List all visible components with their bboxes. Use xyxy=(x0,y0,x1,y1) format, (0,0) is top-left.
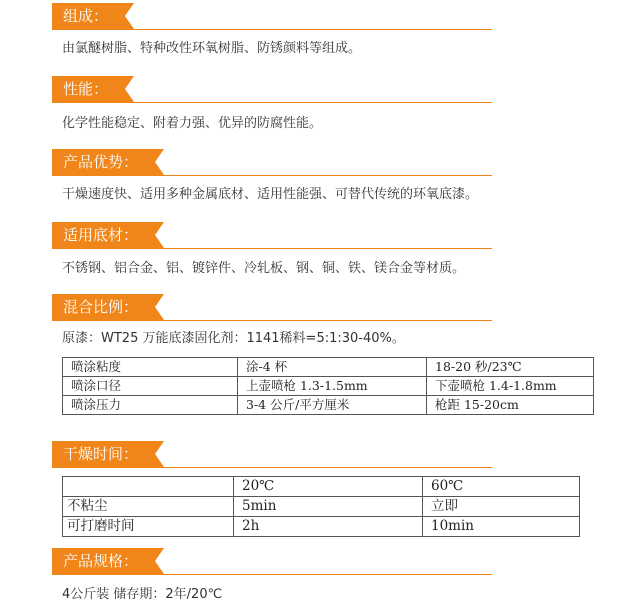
table-row xyxy=(63,358,594,377)
section-title-mix-ratio: 混合比例： xyxy=(52,294,164,321)
table-cell: 5min xyxy=(234,497,423,517)
spray-parameters-table xyxy=(62,357,594,415)
table-cell: 2h xyxy=(234,517,423,537)
table-cell: 18-20 秒/23℃ xyxy=(427,358,594,377)
section-title-composition: 组成： xyxy=(52,3,134,30)
table-cell: 涂-4 杯 xyxy=(238,358,427,377)
section-divider xyxy=(52,29,492,30)
section-divider xyxy=(52,320,492,321)
table-cell xyxy=(63,477,234,497)
table-cell: 20℃ xyxy=(234,477,423,497)
table-cell: 可打磨时间 xyxy=(63,517,234,537)
mix-ratio-text: 原漆：WT25 万能底漆固化剂：1141稀料=5:1:30-40%。 xyxy=(62,331,405,346)
composition-text: 由氯醚树脂、特种改性环氧树脂、防锈颜料等组成。 xyxy=(62,41,362,56)
table-row xyxy=(63,517,580,537)
table-cell: 上壶喷枪 1.3-1.5mm xyxy=(238,377,427,396)
specification-text: 4公斤装 储存期：2年/20℃ xyxy=(62,587,223,602)
section-title-advantages: 产品优势： xyxy=(52,149,164,176)
section-title-specification: 产品规格： xyxy=(52,548,164,575)
drying-time-table xyxy=(62,476,580,537)
table-cell: 下壶喷枪 1.4-1.8mm xyxy=(427,377,594,396)
table-row xyxy=(63,377,594,396)
section-divider xyxy=(52,175,492,176)
section-divider xyxy=(52,574,492,575)
section-title-performance: 性能： xyxy=(52,76,134,103)
advantages-text: 干燥速度快、适用多种金属底材、适用性能强、可替代传统的环氧底漆。 xyxy=(62,187,479,202)
table-cell: 不粘尘 xyxy=(63,497,234,517)
table-cell: 立即 xyxy=(423,497,580,517)
table-cell: 喷涂口径 xyxy=(63,377,238,396)
section-title-substrates: 适用底材： xyxy=(52,222,164,249)
section-divider xyxy=(52,248,492,249)
section-divider xyxy=(52,102,492,103)
table-row xyxy=(63,396,594,415)
performance-text: 化学性能稳定、附着力强、优异的防腐性能。 xyxy=(62,116,323,131)
table-cell: 3-4 公斤/平方厘米 xyxy=(238,396,427,415)
table-cell: 60℃ xyxy=(423,477,580,497)
table-row xyxy=(63,497,580,517)
table-cell: 喷涂粘度 xyxy=(63,358,238,377)
section-title-drying-time: 干燥时间： xyxy=(52,441,164,468)
section-divider xyxy=(52,467,492,468)
table-cell: 枪距 15-20cm xyxy=(427,396,594,415)
table-cell: 10min xyxy=(423,517,580,537)
table-cell: 喷涂压力 xyxy=(63,396,238,415)
table-row xyxy=(63,477,580,497)
substrates-text: 不锈钢、铝合金、铝、镀锌件、冷轧板、钢、铜、铁、镁合金等材质。 xyxy=(62,261,466,276)
